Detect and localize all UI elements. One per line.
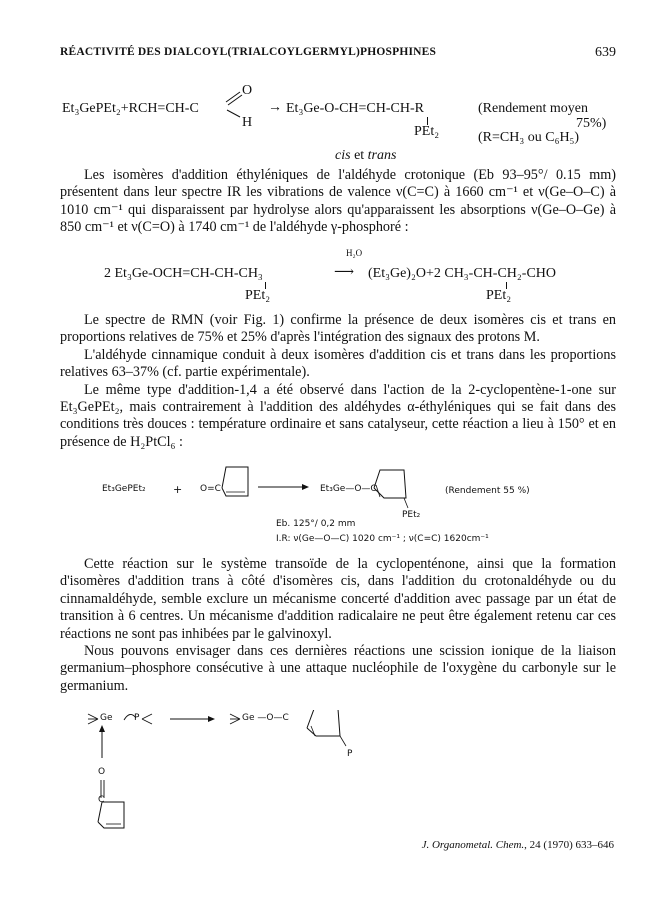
eq1-product: Et₃Ge-O-CH=CH-CH-R [286,101,424,116]
mechanism-bonds [84,710,384,830]
paragraph-1 [60,167,616,237]
journal-reference: , 24 (1970) 633–646 [524,839,614,851]
page-number: 639 [595,45,616,60]
eq1-yield-value: 75%) [576,116,607,131]
scheme1-product: Et₃Ge—O—C [320,484,377,494]
paragraph-6: Nous pouvons envisager dans ces dernières réactions une scission ionique de la liaison germanium–phosphore consécutive à une attaque nucléophile de l'oxygène du carbonyle sur le germanium. [60,643,616,694]
mechanism-p: P [134,713,140,723]
mechanism-product: Ge —O—C [242,713,289,723]
paragraph-5: Cette réaction sur le système transoïde de la cyclopenténone, ainsi que la formation d'isomères d'addition trans à côté d'isomères cis, dans l'addition du crotonaldéhyde ou du cinnamaldéhyde, semble exclure un mécanisme concerté d'addition avec passage par un état de transition à 6 centres. Un mécanisme d'addition radicalaire ne peut être également retenu car ces réactions ne sont pas inhibées par le galvinoxyl. [60,556,616,642]
scheme1-plus: + [173,483,183,496]
eq1-hydrogen: H [242,115,253,130]
journal-footer [422,839,614,851]
paragraph-group-2 [60,556,616,695]
scheme1-arrow [258,482,310,492]
journal-name: J. Organometal. Chem. [421,839,525,851]
mechanism-carbon: C [98,795,105,805]
paragraph-1-text: Les isomères d'addition éthyléniques de l'aldéhyde crotonique (Eb 93–95°/ 0.15 mm) présentent dans leur spectre IR les vibrations de valence ν(C=C) à 1660 cm⁻¹ et ν(Ge–O–C) à 1010 cm⁻¹ qui disparaissent par hydrolyse alors qu'apparaissent les absorptions ν(Ge–O–Ge) à 850 cm⁻¹ et ν(C=O) à 1740 cm⁻¹ de l'aldéhyde γ-phosphoré : [60,167,616,236]
eq1-isomer-note [335,148,396,164]
eq2-reagent: H₂O [346,248,363,258]
eq2-pet2-right: PEt₂ [486,288,512,303]
scheme1-ketone-o: O=C [200,484,221,494]
eq2-right: (Et₃Ge)₂O+2 CH₃-CH-CH₂-CHO [368,266,557,281]
paragraph-2: Le spectre de RMN (voir Fig. 1) confirme la présence de deux isomères cis et trans en proportions relatives de 75% et 25% d'après l'intégration des signaux des protons M. [60,312,616,346]
mechanism-ge: Ge [100,713,113,723]
cyclopentenone-ring [214,464,254,514]
eq1-arrow: → [268,100,282,115]
eq1-yield-label: (Rendement moyen [478,101,589,116]
scheme1-ir: I.R: ν(Ge—O—C) 1020 cm⁻¹ ; ν(C=C) 1620cm⁻¹ [276,534,489,544]
eq2-left: 2 Et₃Ge-OCH=CH-CH-CH₃ [104,266,263,281]
scheme1-boiling-point: Eb. 125°/ 0,2 mm [276,519,356,529]
scheme1-reactant: Et₃GePEt₂ [102,484,146,494]
scheme1-yield: (Rendement 55 %) [445,486,530,496]
eq1-note-cis: cis [335,148,351,163]
eq1-r-definition: (R=CH₃ ou C₆H₅) [478,130,580,145]
scheme1-pet2: PEt₂ [402,510,421,520]
running-title: RÉACTIVITÉ DES DIALCOYL(TRIALCOYLGERMYL)PHOSPHINES [60,46,437,58]
eq2-pet2-left: PEt₂ [245,288,271,303]
eq1-note-trans: trans [367,148,397,163]
paragraph-3: L'aldéhyde cinnamique conduit à deux isomères d'addition cis et trans dans les proportions relatives 63–37% (cf. partie expérimentale). [60,346,616,381]
eq1-pet2: PEt₂ [414,124,440,139]
paragraph-group-1 [60,312,616,451]
paragraph-4: Le même type d'addition-1,4 a été observé dans l'action de la 2-cyclopentène-1-one sur Et₃GePEt₂, mais contrairement à l'addition des aldéhydes α-éthyléniques qui se fait dans des conditions très douces : température ordinaire et sans catalyseur, cette réaction a lieu à 150° et en présence de H₂PtCl₆ : [60,381,616,450]
mechanism-oxygen: O [98,767,106,777]
eq1-oxygen: O [242,83,253,98]
mechanism-p-right: P [347,749,353,759]
eq1-note-and: et [350,148,368,163]
running-header [60,46,616,64]
eq2-arrow: ⟶ [334,265,355,280]
eq1-reactants: Et₃GePEt₂+RCH=CH-C [62,101,199,116]
